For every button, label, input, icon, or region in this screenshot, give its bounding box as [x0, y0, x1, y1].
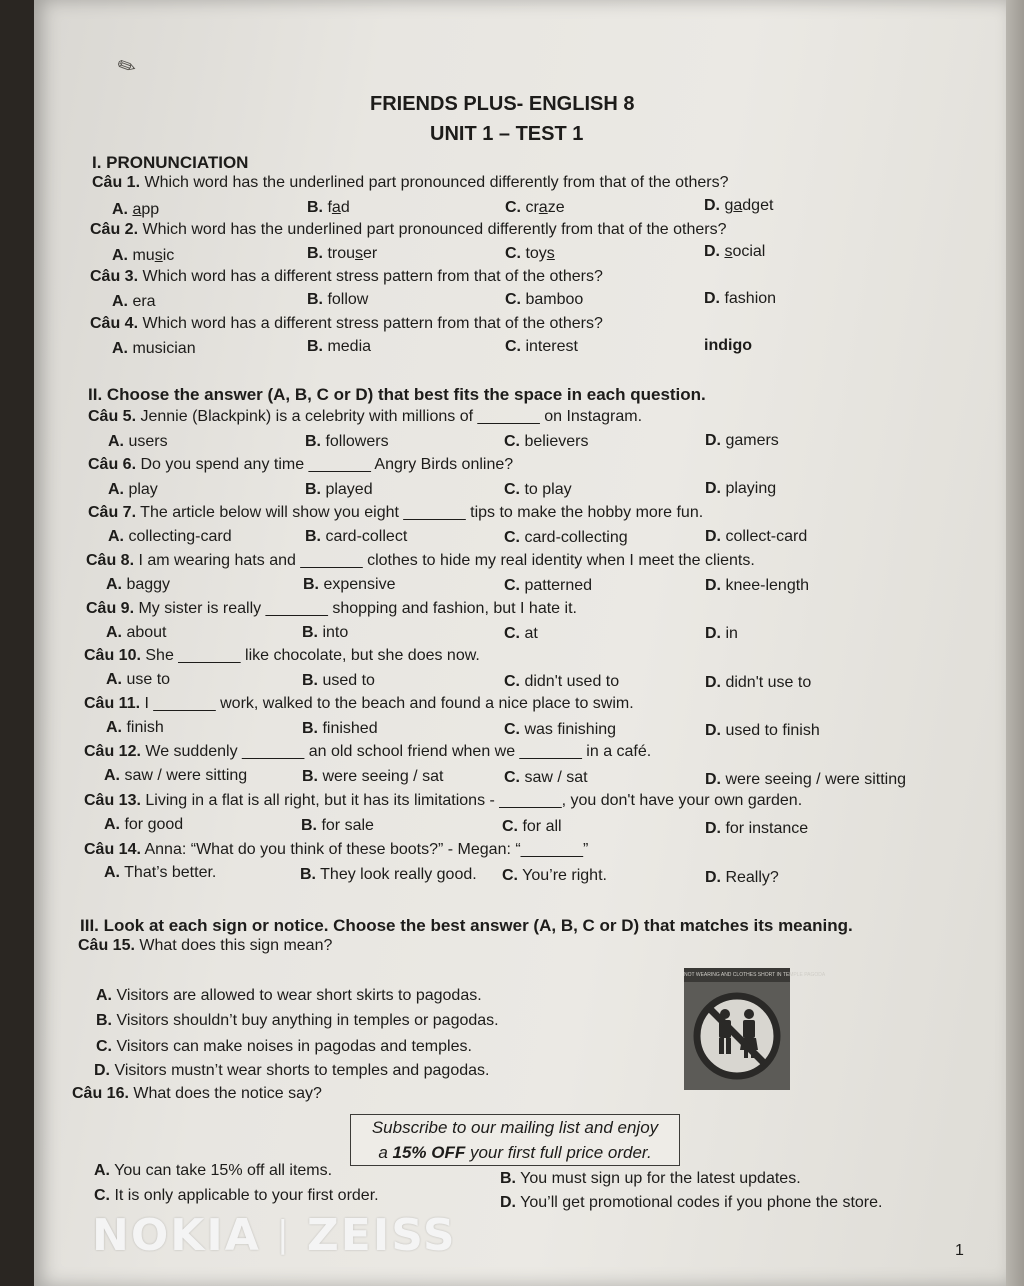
- no-shorts-sign: [684, 968, 826, 1090]
- question-text: I _______ work, walked to the beach and found a nice place to swim.: [144, 695, 634, 712]
- watermark-brand-2: ZEISS: [306, 1210, 457, 1261]
- question-number: Câu 2.: [90, 221, 139, 238]
- question-8: [86, 552, 755, 570]
- section-pronunciation-heading: I. PRONUNCIATION: [92, 153, 249, 172]
- question-3: [90, 268, 603, 286]
- question-number: Câu 9.: [86, 600, 135, 617]
- option-a: A. Visitors are allowed to wear short skirts to pagodas.: [96, 987, 482, 1004]
- watermark-brand-1: NOKIA: [92, 1210, 261, 1261]
- question-11: [84, 695, 634, 713]
- question-text: I am wearing hats and _______ clothes to hide my real identity when I meet the clients.: [138, 552, 755, 569]
- option-d: D. playing: [705, 480, 777, 497]
- question-number: Câu 16.: [72, 1085, 129, 1102]
- question-text: What does the notice say?: [133, 1085, 322, 1102]
- sign-caption: NOT WEARING AND CLOTHES SHORT IN TEMPLE PAGODA: [684, 968, 790, 982]
- option-a: A. baggy: [106, 576, 171, 593]
- option-c: C. didn't used to: [504, 673, 620, 690]
- option-d: D. Really?: [705, 869, 779, 886]
- question-12: [84, 743, 651, 761]
- option-d: D. fashion: [704, 290, 777, 307]
- option-a: A. saw / were sitting: [104, 767, 248, 784]
- option-d: D. social: [704, 243, 766, 260]
- question-13: [84, 792, 802, 810]
- option-d: D. didn't use to: [705, 674, 812, 691]
- option-c: C. card-collecting: [504, 529, 628, 546]
- question-1: [92, 174, 729, 192]
- option-c: C. for all: [502, 818, 562, 835]
- question-text: Do you spend any time _______ Angry Birds online?: [140, 456, 514, 473]
- option-d: D. used to finish: [705, 722, 820, 739]
- option-c: C. saw / sat: [504, 769, 588, 786]
- question-16: [72, 1085, 322, 1103]
- option-a: A. finish: [106, 719, 164, 736]
- option-c: C. toys: [505, 245, 555, 262]
- question-14: [84, 841, 588, 859]
- option-b: B. follow: [307, 291, 369, 308]
- section-choose-heading: II. Choose the answer (A, B, C or D) that best fits the space in each question.: [88, 385, 706, 404]
- option-a: A. era: [112, 293, 156, 310]
- document-title: FRIENDS PLUS- ENGLISH 8: [370, 93, 635, 115]
- option-b: B. media: [307, 338, 372, 355]
- option-d: D. gamers: [705, 432, 779, 449]
- question-number: Câu 6.: [88, 456, 137, 473]
- option-a: A. You can take 15% off all items.: [94, 1162, 333, 1179]
- question-6: [88, 456, 513, 474]
- question-text: Which word has a different stress pattern from that of the others?: [142, 315, 603, 332]
- option-b: B. expensive: [303, 576, 396, 593]
- document-subtitle: UNIT 1 – TEST 1: [430, 123, 584, 145]
- option-c: C. bamboo: [505, 291, 584, 308]
- watermark-separator: |: [276, 1214, 291, 1255]
- option-a: A. users: [108, 433, 168, 450]
- option-c: C. interest: [505, 338, 578, 355]
- question-text: Living in a flat is all right, but it has its limitations - _______, you don't have your own garden.: [145, 792, 803, 809]
- question-text: We suddenly _______ an old school friend when we _______ in a café.: [145, 743, 652, 760]
- option-b: B. played: [305, 481, 373, 498]
- option-d: D. gadget: [704, 197, 774, 214]
- pencil-mark: ✎: [113, 52, 141, 83]
- question-number: Câu 13.: [84, 792, 141, 809]
- option-c: C. It is only applicable to your first order.: [94, 1187, 379, 1204]
- option-c: C. Visitors can make noises in pagodas and temples.: [96, 1038, 472, 1055]
- question-10: [84, 647, 480, 665]
- option-b: B. fad: [307, 199, 350, 216]
- option-a: A. use to: [106, 671, 171, 688]
- question-number: Câu 15.: [78, 937, 135, 954]
- question-number: Câu 10.: [84, 647, 141, 664]
- option-b: B. They look really good.: [300, 866, 477, 883]
- option-c: C. at: [504, 625, 538, 642]
- question-number: Câu 11.: [84, 695, 141, 712]
- question-number: Câu 12.: [84, 743, 141, 760]
- question-4: [90, 315, 603, 333]
- option-b: B. into: [302, 624, 349, 641]
- option-a: A. music: [112, 247, 175, 264]
- option-a: A. play: [108, 481, 158, 498]
- option-c: C. craze: [505, 199, 565, 216]
- option-a: A. collecting-card: [108, 528, 232, 545]
- option-b: B. used to: [302, 672, 375, 689]
- question-number: Câu 14.: [84, 841, 141, 858]
- section-signs-heading: III. Look at each sign or notice. Choose the best answer (A, B, C or D) that matches its meaning.: [80, 916, 853, 935]
- option-d: D. for instance: [705, 820, 809, 837]
- option-b: B. Visitors shouldn’t buy anything in temples or pagodas.: [96, 1012, 499, 1029]
- option-c: C. patterned: [504, 577, 593, 594]
- question-text: Which word has a different stress pattern from that of the others?: [142, 268, 603, 285]
- option-d: indigo: [704, 337, 752, 354]
- option-d: D. Visitors mustn’t wear shorts to temples and pagodas.: [94, 1062, 490, 1079]
- question-2: [90, 221, 727, 239]
- option-a: A. about: [106, 624, 167, 641]
- question-text: Anna: “What do you think of these boots?” - Megan: “_______”: [144, 841, 589, 858]
- question-number: Câu 7.: [88, 504, 137, 521]
- option-b: B. You must sign up for the latest updates.: [500, 1170, 801, 1187]
- option-d: D. knee-length: [705, 577, 810, 594]
- page-number: 1: [955, 1242, 964, 1259]
- question-number: Câu 8.: [86, 552, 135, 569]
- question-7: [88, 504, 703, 522]
- option-a: A. musician: [112, 340, 196, 357]
- question-number: Câu 3.: [90, 268, 139, 285]
- option-d: D. collect-card: [705, 528, 808, 545]
- question-number: Câu 4.: [90, 315, 139, 332]
- option-d: D. You’ll get promotional codes if you phone the store.: [500, 1194, 883, 1211]
- option-b: B. for sale: [301, 817, 374, 834]
- option-d: D. in: [705, 625, 738, 642]
- option-a: A. for good: [104, 816, 184, 833]
- option-a: A. That’s better.: [104, 864, 217, 881]
- option-c: C. believers: [504, 433, 589, 450]
- option-b: B. trouser: [307, 245, 378, 262]
- question-15: [78, 937, 332, 955]
- option-d: D. were seeing / were sitting: [705, 771, 906, 788]
- notice-line-1: Subscribe to our mailing list and enjoy: [371, 1118, 659, 1137]
- question-text: She _______ like chocolate, but she does now.: [145, 647, 480, 664]
- option-b: B. followers: [305, 433, 389, 450]
- option-c: C. to play: [504, 481, 572, 498]
- question-text: Which word has the underlined part pronounced differently from that of the others?: [142, 221, 727, 238]
- option-b: B. card-collect: [305, 528, 408, 545]
- question-text: Which word has the underlined part pronounced differently from that of the others?: [144, 174, 729, 191]
- notice-line-2: a 15% OFF your first full price order.: [378, 1143, 652, 1162]
- question-number: Câu 1.: [92, 174, 141, 191]
- prohibition-sign-icon: [692, 990, 782, 1082]
- option-a: A. app: [112, 201, 160, 218]
- question-number: Câu 5.: [88, 408, 137, 425]
- question-text: The article below will show you eight _______ tips to make the hobby more fun.: [140, 504, 704, 521]
- question-text: What does this sign mean?: [139, 937, 333, 954]
- question-text: Jennie (Blackpink) is a celebrity with millions of _______ on Instagram.: [140, 408, 643, 425]
- question-5: [88, 408, 642, 426]
- mailing-list-notice: [350, 1114, 680, 1166]
- option-c: C. You’re right.: [502, 867, 607, 884]
- question-9: [86, 600, 577, 618]
- option-b: B. were seeing / sat: [302, 768, 444, 785]
- question-text: My sister is really _______ shopping and fashion, but I hate it.: [138, 600, 577, 617]
- option-b: B. finished: [302, 720, 378, 737]
- camera-watermark: [92, 1210, 457, 1261]
- option-c: C. was finishing: [504, 721, 617, 738]
